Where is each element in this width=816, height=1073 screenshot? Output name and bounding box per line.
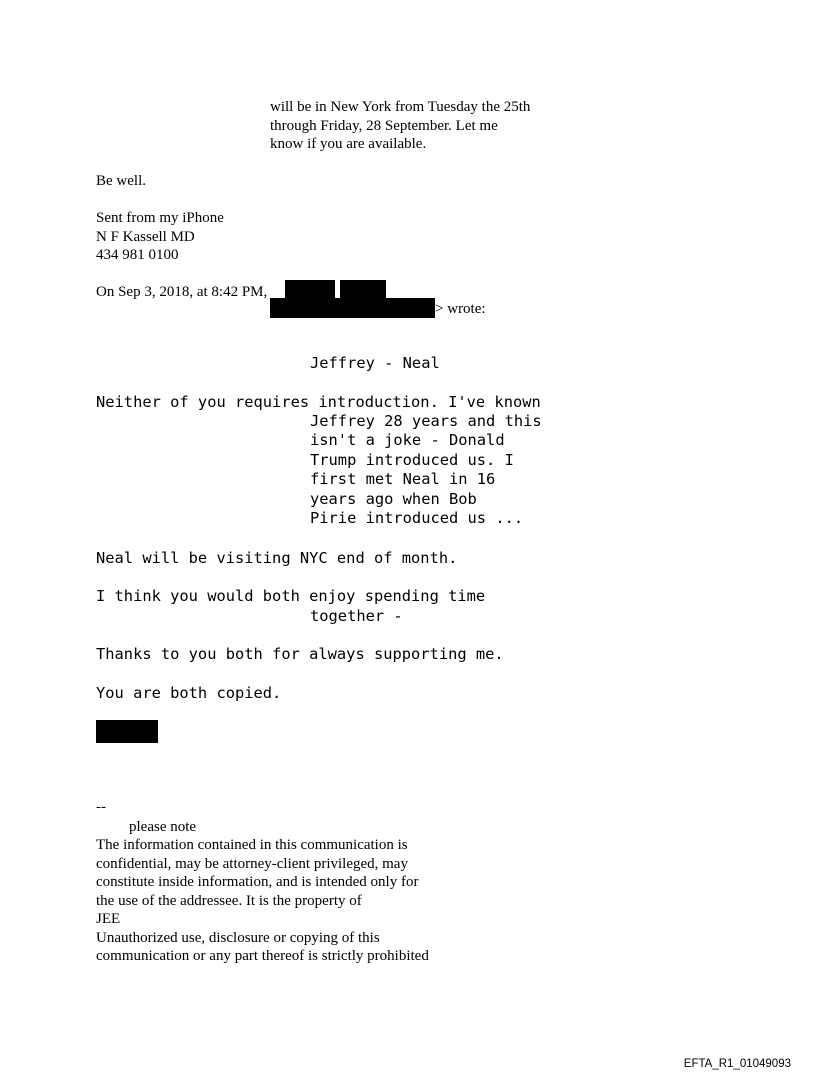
closing-text: Be well.	[96, 173, 146, 189]
disclaimer-text	[96, 836, 429, 966]
quoted-line: through Friday, 28 September. Let me	[270, 117, 498, 134]
signature-block	[96, 209, 224, 265]
message-paragraph-3-first: I think you would both enjoy spending time	[96, 587, 486, 605]
message-line: Pirie introduced us ...	[310, 509, 524, 528]
message-line: Jeffrey 28 years and this	[310, 412, 542, 430]
message-line: years ago when Bob	[310, 489, 477, 508]
message-paragraph-3-rest: together -	[310, 607, 403, 625]
disclaimer-line: communication or any part thereof is strictly prohibited	[96, 948, 429, 964]
signature-line: Sent from my iPhone	[96, 210, 224, 226]
message-line: Trump introduced us. I	[310, 450, 514, 469]
disclaimer-line: the use of the addressee. It is the property of	[96, 892, 362, 909]
reply-header-prefix: On Sep 3, 2018, at 8:42 PM,	[96, 284, 268, 300]
redaction-box	[96, 720, 158, 743]
message-line: first met Neal in 16	[310, 470, 496, 489]
quoted-line: know if you are available.	[270, 136, 427, 152]
disclaimer-line: JEE	[96, 911, 121, 927]
disclaimer-note: please note	[129, 819, 197, 835]
message-paragraph-1-first: Neither of you requires introduction. I've known	[96, 393, 541, 411]
disclaimer-line: The information contained in this communication is	[96, 837, 408, 853]
redaction-box	[340, 280, 386, 299]
disclaimer-line: Unauthorized use, disclosure or copying of this	[96, 929, 380, 946]
redaction-box	[270, 298, 435, 318]
message-paragraph-4: Thanks to you both for always supporting me.	[96, 645, 504, 663]
message-paragraph-1-rest	[310, 412, 542, 528]
message-line: isn't a joke - Donald	[310, 431, 505, 450]
message-greeting: Jeffrey - Neal	[310, 354, 440, 372]
disclaimer-separator: --	[96, 799, 106, 815]
signature-line: 434 981 0100	[96, 247, 179, 263]
disclaimer-line: constitute inside information, and is intended only for	[96, 874, 419, 890]
message-paragraph-5: You are both copied.	[96, 684, 282, 702]
quoted-line: will be in New York from Tuesday the 25th	[270, 99, 531, 115]
redaction-box	[285, 280, 335, 299]
signature-line: N F Kassell MD	[96, 228, 195, 245]
disclaimer-line: confidential, may be attorney-client privileged, may	[96, 855, 408, 872]
document-id-footer: EFTA_R1_01049093	[683, 1058, 791, 1070]
reply-header-suffix: > wrote:	[435, 301, 486, 317]
message-paragraph-2: Neal will be visiting NYC end of month.	[96, 549, 458, 567]
quoted-text-block	[270, 98, 530, 154]
